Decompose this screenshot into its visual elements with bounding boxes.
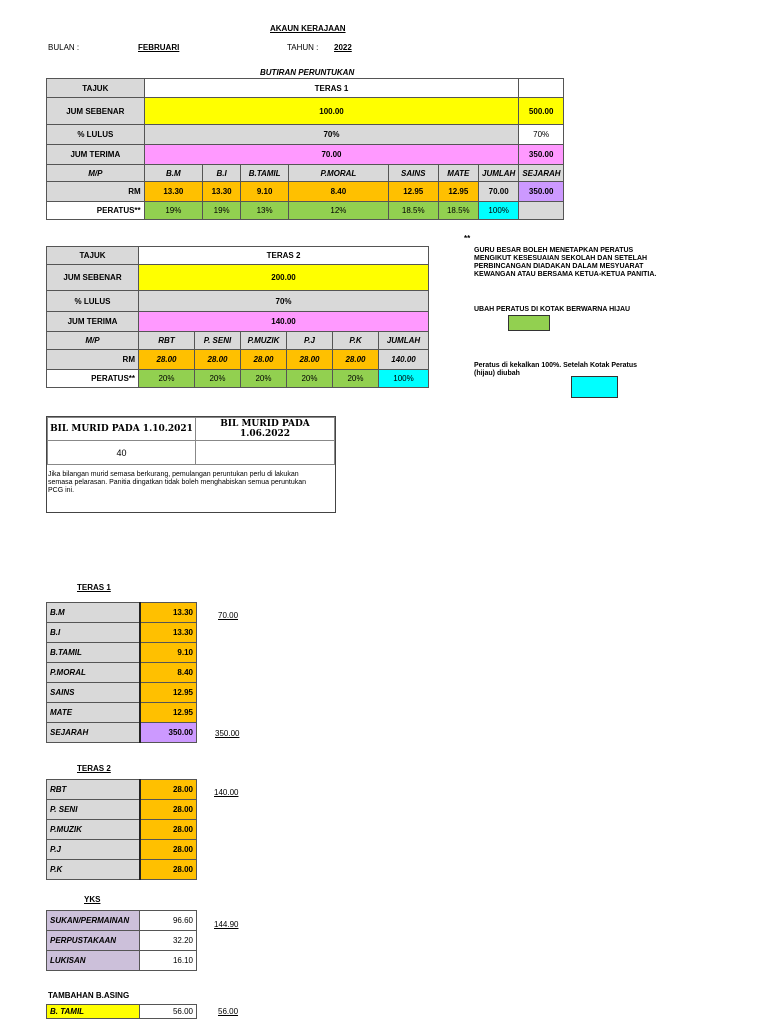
teras1-rm: 13.30 xyxy=(144,182,202,202)
teras1-rm-total: 70.00 xyxy=(479,182,519,202)
summary-item-name: MATE xyxy=(47,703,140,723)
teras1-rm: 12.95 xyxy=(438,182,478,202)
teras1-subject: SAINS xyxy=(388,165,438,182)
summary-item-name: P.K xyxy=(47,860,140,880)
summary-item-value: 28.00 xyxy=(140,780,197,800)
note-asterisks: ** xyxy=(464,234,471,243)
teras1-peratus-input[interactable]: 19% xyxy=(203,202,241,220)
teras2-tajuk: TAJUK xyxy=(47,247,139,265)
summary-item-name: P.MORAL xyxy=(47,663,140,683)
murid-col2-header: BIL MURID PADA 1.06.2022 xyxy=(196,418,335,441)
teras1-jum-sebenar-extra: 500.00 xyxy=(519,98,564,125)
teras2-title: TERAS 2 xyxy=(139,247,429,265)
summary-item-value: 56.00 xyxy=(140,1005,197,1019)
teras2-rm: 28.00 xyxy=(139,350,195,370)
teras1-subject: JUMLAH xyxy=(479,165,519,182)
teras1-subject: B.M xyxy=(144,165,202,182)
teras2-lulus-label: % LULUS xyxy=(47,291,139,312)
teras1-mp-label: M/P xyxy=(47,165,145,182)
teras2-subject: JUMLAH xyxy=(379,332,429,350)
teras2-subject: P. SENI xyxy=(195,332,241,350)
teras1-subject: B.TAMIL xyxy=(241,165,289,182)
summary-item-name: SAINS xyxy=(47,683,140,703)
cyan-swatch xyxy=(571,376,618,398)
summary-item-name: P.J xyxy=(47,840,140,860)
summary-item-value: 28.00 xyxy=(140,860,197,880)
teras1-peratus-input[interactable]: 19% xyxy=(144,202,202,220)
teras2-rm: 28.00 xyxy=(195,350,241,370)
summary-item-name: LUKISAN xyxy=(47,951,140,971)
summary-yks-heading: YKS xyxy=(84,895,101,904)
summary-item-name: B.M xyxy=(47,603,140,623)
teras1-subject: SEJARAH xyxy=(519,165,564,182)
bulan-value: FEBRUARI xyxy=(138,43,180,52)
summary-yks-table xyxy=(46,910,197,971)
summary-item-value: 13.30 xyxy=(140,623,197,643)
summary-item-name: B.I xyxy=(47,623,140,643)
summary-teras1-heading: TERAS 1 xyxy=(77,583,111,592)
teras2-subject: P.K xyxy=(333,332,379,350)
teras1-peratus-input[interactable]: 13% xyxy=(241,202,289,220)
teras1-rm: 9.10 xyxy=(241,182,289,202)
summary-teras2-total: 140.00 xyxy=(214,788,239,797)
teras1-peratus-sejarah xyxy=(519,202,564,220)
teras1-peratus-label: PERATUS** xyxy=(47,202,145,220)
teras1-subject: B.I xyxy=(203,165,241,182)
summary-item-name: B. TAMIL xyxy=(47,1005,140,1019)
teras2-peratus-label: PERATUS** xyxy=(47,370,139,388)
teras1-lulus-label: % LULUS xyxy=(47,125,145,145)
murid-col2-value[interactable] xyxy=(196,441,335,465)
teras2-subject: P.MUZIK xyxy=(241,332,287,350)
teras1-rm: 13.30 xyxy=(203,182,241,202)
teras1-lulus: 70% xyxy=(144,125,519,145)
summary-item-value: 32.20 xyxy=(140,931,197,951)
teras1-jum-terima: 70.00 xyxy=(144,145,519,165)
summary-basing-total: 56.00 xyxy=(218,1007,239,1016)
teras1-subject: P.MORAL xyxy=(289,165,389,182)
murid-box xyxy=(46,416,336,513)
teras2-peratus-input[interactable]: 20% xyxy=(139,370,195,388)
teras1-jum-terima-extra: 350.00 xyxy=(519,145,564,165)
summary-item-value: 12.95 xyxy=(140,703,197,723)
summary-teras2-table xyxy=(46,779,197,880)
note-ubah-peratus: UBAH PERATUS DI KOTAK BERWARNA HIJAU xyxy=(474,306,631,313)
teras1-jum-sebenar-label: JUM SEBENAR xyxy=(47,98,145,125)
teras2-rm: 28.00 xyxy=(287,350,333,370)
teras2-jum-terima: 140.00 xyxy=(139,312,429,332)
summary-teras1-total: 70.00 xyxy=(218,611,239,620)
teras2-peratus-input[interactable]: 20% xyxy=(333,370,379,388)
teras2-peratus-input[interactable]: 20% xyxy=(241,370,287,388)
teras2-rm: 28.00 xyxy=(241,350,287,370)
teras2-jum-sebenar-label: JUM SEBENAR xyxy=(47,265,139,291)
summary-item-name: P. SENI xyxy=(47,800,140,820)
tahun-label: TAHUN : xyxy=(287,43,319,52)
teras1-jum-sebenar: 100.00 xyxy=(144,98,519,125)
bulan-label: BULAN : xyxy=(48,43,80,52)
summary-item-value: 13.30 xyxy=(140,603,197,623)
teras1-peratus-input[interactable]: 18.5% xyxy=(388,202,438,220)
teras2-rm: 28.00 xyxy=(333,350,379,370)
teras1-blank xyxy=(519,79,564,98)
teras1-subject: MATE xyxy=(438,165,478,182)
summary-teras1-sejarah-total: 350.00 xyxy=(215,729,240,738)
teras1-peratus-input[interactable]: 12% xyxy=(289,202,389,220)
teras1-tajuk: TAJUK xyxy=(47,79,145,98)
summary-item-value: 350.00 xyxy=(140,723,197,743)
teras2-subject: P.J xyxy=(287,332,333,350)
teras1-jum-terima-label: JUM TERIMA xyxy=(47,145,145,165)
section-subtitle: BUTIRAN PERUNTUKAN xyxy=(260,68,355,77)
summary-basing-table xyxy=(46,1004,197,1019)
teras2-rm-total: 140.00 xyxy=(379,350,429,370)
summary-item-value: 12.95 xyxy=(140,683,197,703)
teras1-peratus-input[interactable]: 18.5% xyxy=(438,202,478,220)
teras1-lulus-extra: 70% xyxy=(519,125,564,145)
summary-basing-heading: TAMBAHAN B.ASING xyxy=(48,991,130,1000)
teras2-peratus-total: 100% xyxy=(379,370,429,388)
teras1-rm: 12.95 xyxy=(388,182,438,202)
teras1-rm: 8.40 xyxy=(289,182,389,202)
summary-item-value: 8.40 xyxy=(140,663,197,683)
summary-item-name: P.MUZIK xyxy=(47,820,140,840)
teras1-rm-label: RM xyxy=(47,182,145,202)
teras2-subject: RBT xyxy=(139,332,195,350)
summary-item-value: 28.00 xyxy=(140,800,197,820)
teras1-table xyxy=(46,78,564,220)
summary-teras2-heading: TERAS 2 xyxy=(77,764,111,773)
summary-item-value: 16.10 xyxy=(140,951,197,971)
summary-item-name: SEJARAH xyxy=(47,723,140,743)
teras2-mp-label: M/P xyxy=(47,332,139,350)
doc-title: AKAUN KERAJAAN xyxy=(270,24,346,33)
note-guru-besar: GURU BESAR BOLEH MENETAPKAN PERATUS MENGIKUT KESESUAIAN SEKOLAH DAN SETELAH PERBINCANGAN DIADAKAN DALAM MESYUARAT KEWANGAN ATAU BERSAMA KETUA-KETUA PANITIA. xyxy=(474,247,657,278)
summary-item-name: B.TAMIL xyxy=(47,643,140,663)
summary-item-value: 96.60 xyxy=(140,911,197,931)
green-swatch xyxy=(508,315,550,331)
note-peratus-kekal: Peratus di kekalkan 100%. Setelah Kotak Peratus (hijau) diubah xyxy=(474,362,638,377)
murid-col1-value[interactable]: 40 xyxy=(48,441,196,465)
teras2-lulus: 70% xyxy=(139,291,429,312)
teras2-jum-sebenar: 200.00 xyxy=(139,265,429,291)
summary-item-name: RBT xyxy=(47,780,140,800)
teras2-peratus-input[interactable]: 20% xyxy=(195,370,241,388)
summary-item-value: 9.10 xyxy=(140,643,197,663)
summary-teras1-table xyxy=(46,602,197,743)
summary-item-name: SUKAN/PERMAINAN xyxy=(47,911,140,931)
teras1-rm-sejarah: 350.00 xyxy=(519,182,564,202)
teras2-peratus-input[interactable]: 20% xyxy=(287,370,333,388)
teras1-peratus-total: 100% xyxy=(479,202,519,220)
summary-item-value: 28.00 xyxy=(140,840,197,860)
summary-item-value: 28.00 xyxy=(140,820,197,840)
teras2-table xyxy=(46,246,429,388)
teras1-title: TERAS 1 xyxy=(144,79,519,98)
murid-note: Jika bilangan murid semasa berkurang, pemulangan peruntukan perlu di lakukan semasa pelarasan. Panitia dingatkan tidak boleh menghabiskan semua peruntukan PCG ini. xyxy=(48,471,307,494)
summary-yks-total: 144.90 xyxy=(214,920,239,929)
teras2-rm-label: RM xyxy=(47,350,139,370)
teras2-jum-terima-label: JUM TERIMA xyxy=(47,312,139,332)
summary-item-name: PERPUSTAKAAN xyxy=(47,931,140,951)
tahun-value: 2022 xyxy=(334,43,352,52)
murid-col1-header: BIL MURID PADA 1.10.2021 xyxy=(48,418,196,441)
